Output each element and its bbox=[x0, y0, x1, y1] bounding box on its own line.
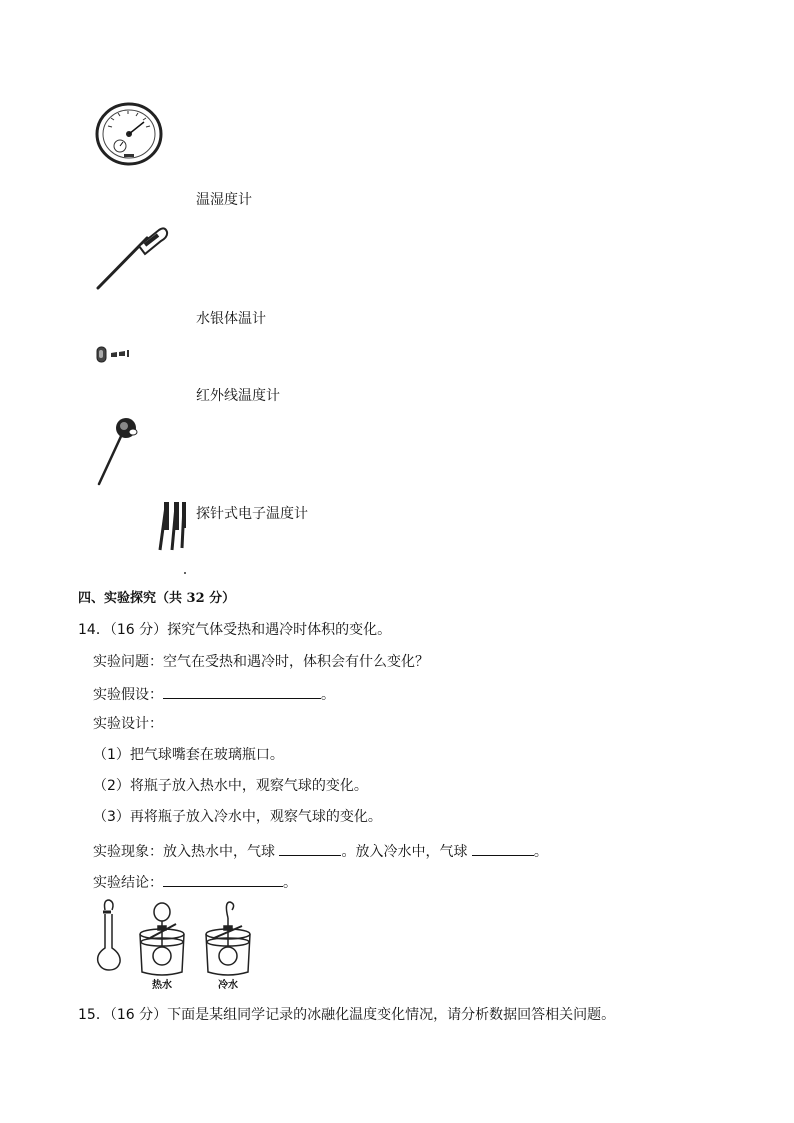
cold-water-beaker bbox=[206, 902, 250, 975]
instrument-label: 温湿度计 bbox=[196, 192, 252, 208]
instrument-label: 红外线温度计 bbox=[196, 388, 280, 404]
cold-water-blank[interactable] bbox=[472, 841, 534, 856]
phenomenon-mid: 。放入冷水中，气球 bbox=[341, 844, 468, 860]
conclusion-label: 实验结论： bbox=[93, 875, 163, 891]
infrared-thermometer-icon bbox=[95, 344, 135, 364]
design-step: （2）将瓶子放入热水中，观察气球的变化。 bbox=[93, 778, 368, 794]
design-step: （3）再将瓶子放入冷水中，观察气球的变化。 bbox=[93, 809, 382, 825]
conclusion-blank[interactable] bbox=[163, 872, 283, 887]
hot-water-caption: 热水 bbox=[152, 980, 172, 991]
mercury-thermometer-icon bbox=[95, 224, 170, 292]
hypothesis-period: 。 bbox=[321, 687, 335, 703]
experiment-figure bbox=[92, 898, 262, 992]
section-title: 四、实验探究（共 32 分） bbox=[78, 591, 236, 606]
hot-water-blank[interactable] bbox=[279, 841, 341, 856]
question-15-header: 15．（16 分）下面是某组同学记录的冰融化温度变化情况，请分析数据回答相关问题。 bbox=[78, 1007, 616, 1023]
question-14-header: 14．（16 分）探究气体受热和遇冷时体积的变化。 bbox=[78, 622, 392, 638]
phenomenon-label: 实验现象：放入热水中，气球 bbox=[93, 844, 275, 860]
hygrometer-icon bbox=[96, 102, 164, 166]
instrument-label: 探针式电子温度计 bbox=[196, 506, 308, 522]
probe-thermometer-icon bbox=[95, 414, 165, 488]
hypothesis-blank[interactable] bbox=[163, 684, 321, 699]
experiment-phenomenon bbox=[93, 841, 548, 861]
flask-with-balloon bbox=[98, 900, 120, 970]
instrument-label: 水银体温计 bbox=[196, 311, 266, 327]
conclusion-period: 。 bbox=[283, 875, 297, 891]
experiment-conclusion bbox=[93, 872, 297, 892]
experiment-design-label: 实验设计： bbox=[93, 716, 163, 732]
probe-thermometer-set-icon bbox=[158, 500, 192, 576]
hot-water-beaker bbox=[140, 903, 184, 975]
cold-water-caption: 冷水 bbox=[218, 980, 238, 991]
experiment-problem: 实验问题：空气在受热和遇冷时，体积会有什么变化？ bbox=[93, 654, 429, 670]
phenomenon-period: 。 bbox=[533, 844, 548, 860]
hypothesis-label: 实验假设： bbox=[93, 687, 163, 703]
experiment-hypothesis bbox=[93, 684, 335, 704]
design-step: （1）把气球嘴套在玻璃瓶口。 bbox=[93, 747, 284, 763]
